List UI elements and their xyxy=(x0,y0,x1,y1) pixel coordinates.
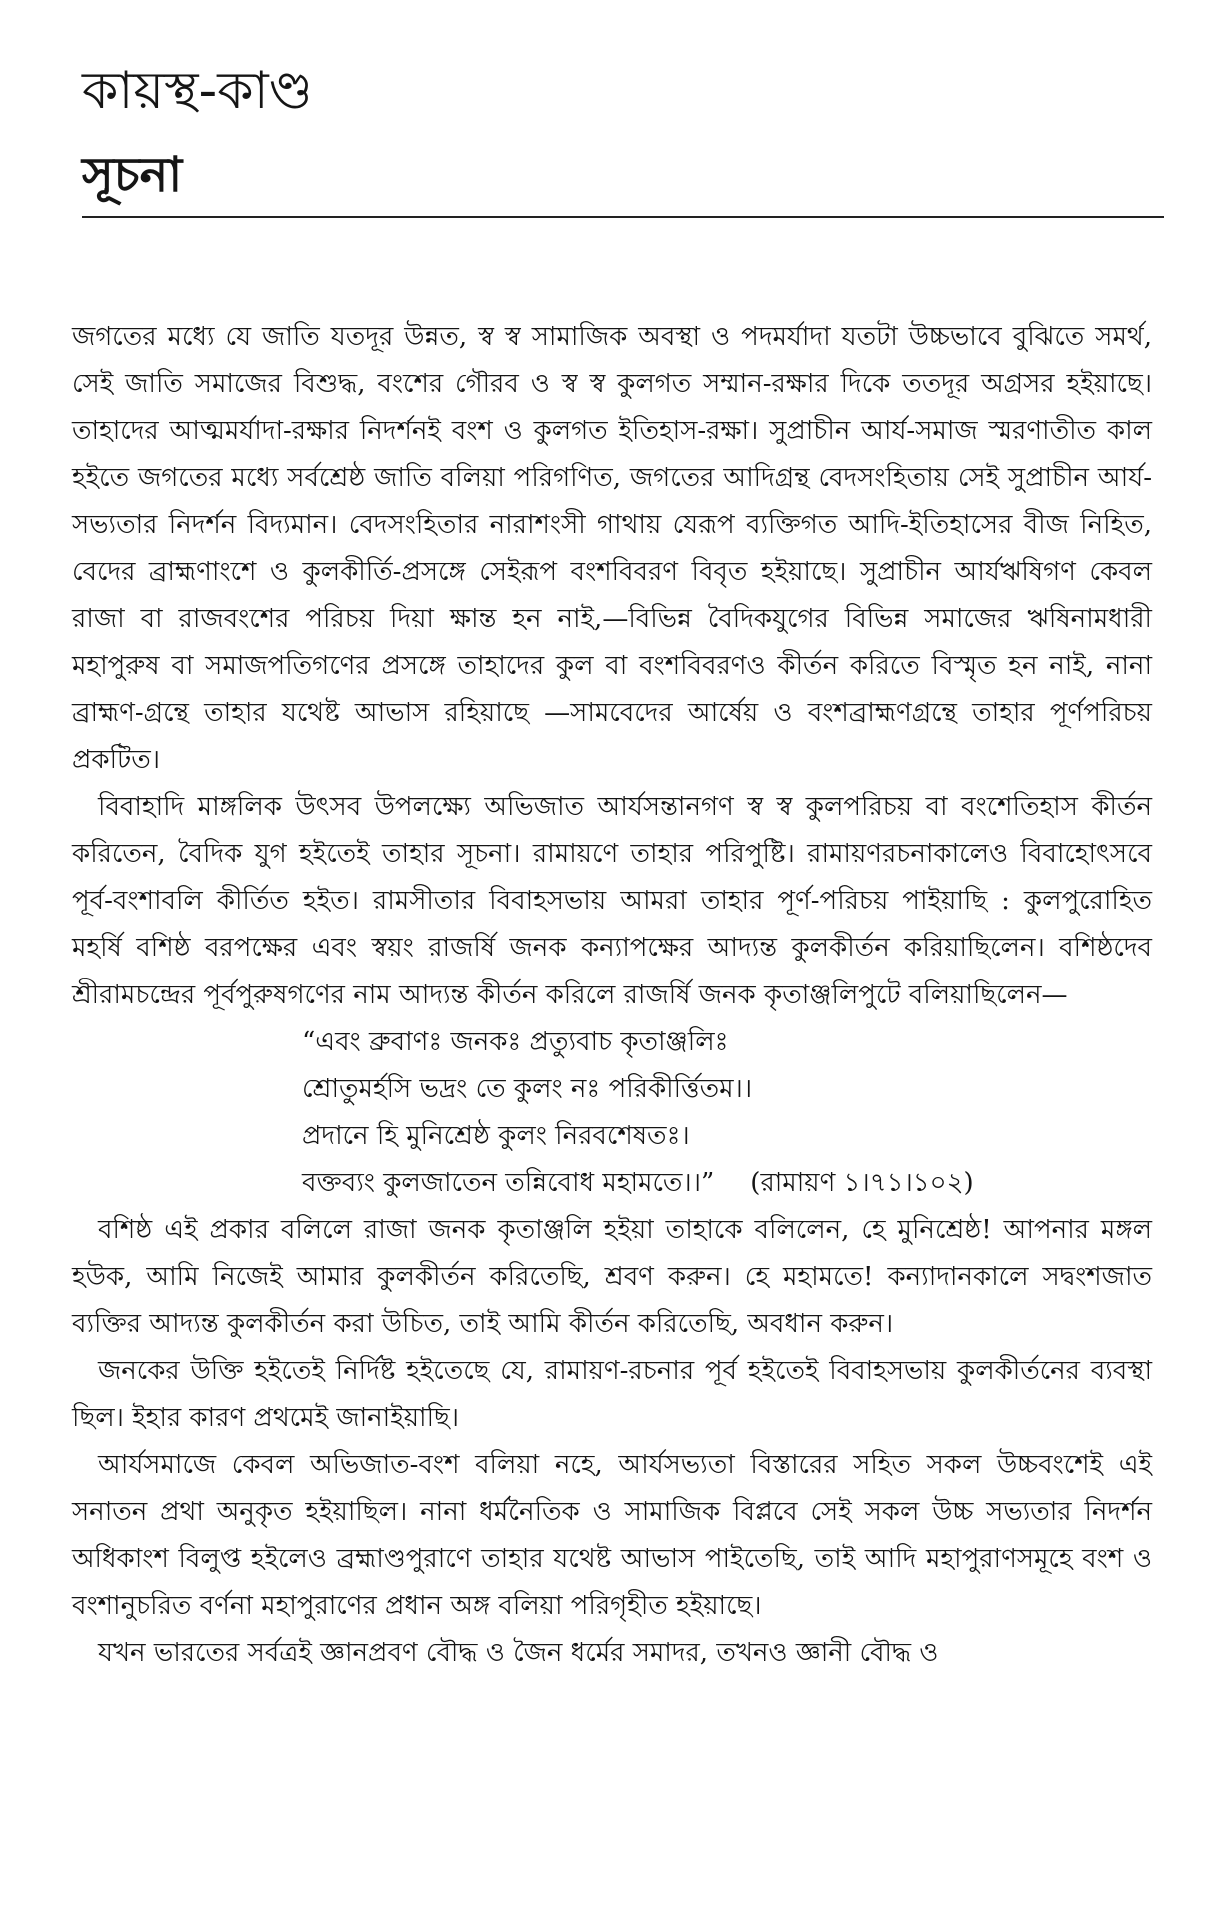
verse-line-1: “এবং ব্রুবাণঃ জনকঃ প্রত্যুবাচ কৃতাঞ্জলিঃ xyxy=(302,1027,729,1057)
paragraph-4: জনকের উক্তি হইতেই নির্দিষ্ট হইতেছে যে, রামায়ণ-রচনার পূর্ব হইতেই বিবাহসভায় কুলকীর্তনের ব্যবস্থা ছিল। ইহার কারণ প্রথমেই জানাইয়াছি। xyxy=(72,1356,1152,1433)
verse-line-4-text: বক্তব্যং কুলজাতেন তন্নিবোধ মহামতে।।” xyxy=(302,1168,715,1198)
verse-line-3: প্রদানে হি মুনিশ্রেষ্ঠ কুলং নিরবশেষতঃ। xyxy=(302,1121,690,1151)
paragraph-6: যখন ভারতের সর্বত্রই জ্ঞানপ্রবণ বৌদ্ধ ও জৈন ধর্মের সমাদর, তখনও জ্ঞানী বৌদ্ধ ও xyxy=(98,1638,939,1668)
paragraph-1: জগতের মধ্যে যে জাতি যতদূর উন্নত, স্ব স্ব সামাজিক অবস্থা ও পদমর্যাদা যতটা উচ্চভাবে বুঝিতে সমর্থ, সেই জাতি সমাজের বিশুদ্ধ, বংশের গৌরব ও স্ব স্ব কুলগত সম্মান-রক্ষার দিকে ততদূর অগ্রসর হইয়াছে। তাহাদের আত্মমর্যাদা-রক্ষার নিদর্শনই বংশ ও কুলগত ইতিহাস-রক্ষা। সুপ্রাচীন আর্য-সমাজ স্মরণাতীত কাল হইতে জগতের মধ্যে সর্বশ্রেষ্ঠ জাতি বলিয়া পরিগণিত, জগতের আদিগ্রন্থ বেদসংহিতায় সেই সুপ্রাচীন আর্য-সভ্যতার নিদর্শন বিদ্যমান। বেদসংহিতার নারাশংসী গাথায় যেরূপ ব্যক্তিগত আদি-ইতিহাসের বীজ নিহিত, বেদের ব্রাহ্মণাংশে ও কুলকীর্তি-প্রসঙ্গে সেইরূপ বংশবিবরণ বিবৃত হইয়াছে। সুপ্রাচীন আর্যঋষিগণ কেবল রাজা বা রাজবংশের পরিচয় দিয়া ক্ষান্ত হন নাই,—বিভিন্ন বৈদিকযুগের বিভিন্ন সমাজের ঋষিনামধারী মহাপুরুষ বা সমাজপতিগণের প্রসঙ্গে তাহাদের কুল বা বংশবিবরণও কীর্তন করিতে বিস্মৃত হন নাই, নানা ব্রাহ্মণ-গ্রন্থে তাহার যথেষ্ট আভাস রহিয়াছে —সামবেদের আর্ষেয় ও বংশব্রাহ্মণগ্রন্থে তাহার পূর্ণপরিচয় প্রকটিত। xyxy=(72,322,1152,775)
sanskrit-verse xyxy=(302,1019,1152,1207)
verse-line-4 xyxy=(302,1160,1152,1207)
verse-line-2: শ্রোতুমর্হসি ভদ্রং তে কুলং নঃ পরিকীর্ত্তিতম।। xyxy=(302,1074,753,1104)
body-text xyxy=(72,314,1152,1677)
title-rule xyxy=(82,216,1164,218)
paragraph-2: বিবাহাদি মাঙ্গলিক উৎসব উপলক্ষ্যে অভিজাত আর্যসন্তানগণ স্ব স্ব কুলপরিচয় বা বংশেতিহাস কীর্তন করিতেন, বৈদিক যুগ হইতেই তাহার সূচনা। রামায়ণে তাহার পরিপুষ্টি। রামায়ণরচনাকালেও বিবাহোৎসবে পূর্ব-বংশাবলি কীর্তিত হইত। রামসীতার বিবাহসভায় আমরা তাহার পূর্ণ-পরিচয় পাইয়াছি : কুলপুরোহিত মহর্ষি বশিষ্ঠ বরপক্ষের এবং স্বয়ং রাজর্ষি জনক কন্যাপক্ষের আদ্যন্ত কুলকীর্তন করিয়াছিলেন। বশিষ্ঠদেব শ্রীরামচন্দ্রের পূর্বপুরুষগণের নাম আদ্যন্ত কীর্তন করিলে রাজর্ষি জনক কৃতাঞ্জলিপুটে বলিয়াছিলেন— xyxy=(72,792,1152,1010)
verse-citation: (রামায়ণ ১।৭১।১০২) xyxy=(750,1168,974,1198)
section-title: সূচনা xyxy=(82,147,183,203)
paragraph-3: বশিষ্ঠ এই প্রকার বলিলে রাজা জনক কৃতাঞ্জলি হইয়া তাহাকে বলিলেন, হে মুনিশ্রেষ্ঠ! আপনার মঙ্গল হউক, আমি নিজেই আমার কুলকীর্তন করিতেছি, শ্রবণ করুন। হে মহামতে! কন্যাদানকালে সদ্বংশজাত ব্যক্তির আদ্যন্ত কুলকীর্তন করা উচিত, তাই আমি কীর্তন করিতেছি, অবধান করুন। xyxy=(72,1215,1152,1339)
paragraph-5: আর্যসমাজে কেবল অভিজাত-বংশ বলিয়া নহে, আর্যসভ্যতা বিস্তারের সহিত সকল উচ্চবংশেই এই সনাতন প্রথা অনুকৃত হইয়াছিল। নানা ধর্মনৈতিক ও সামাজিক বিপ্লবে সেই সকল উচ্চ সভ্যতার নিদর্শন অধিকাংশ বিলুপ্ত হইলেও ব্রহ্মাণ্ডপুরাণে তাহার যথেষ্ট আভাস পাইতেছি, তাই আদি মহাপুরাণসমূহে বংশ ও বংশানুচরিত বর্ণনা মহাপুরাণের প্রধান অঙ্গ বলিয়া পরিগৃহীত হইয়াছে। xyxy=(72,1450,1152,1621)
chapter-title: কায়স্থ-কাণ্ড xyxy=(82,61,313,121)
page xyxy=(72,58,1152,1677)
